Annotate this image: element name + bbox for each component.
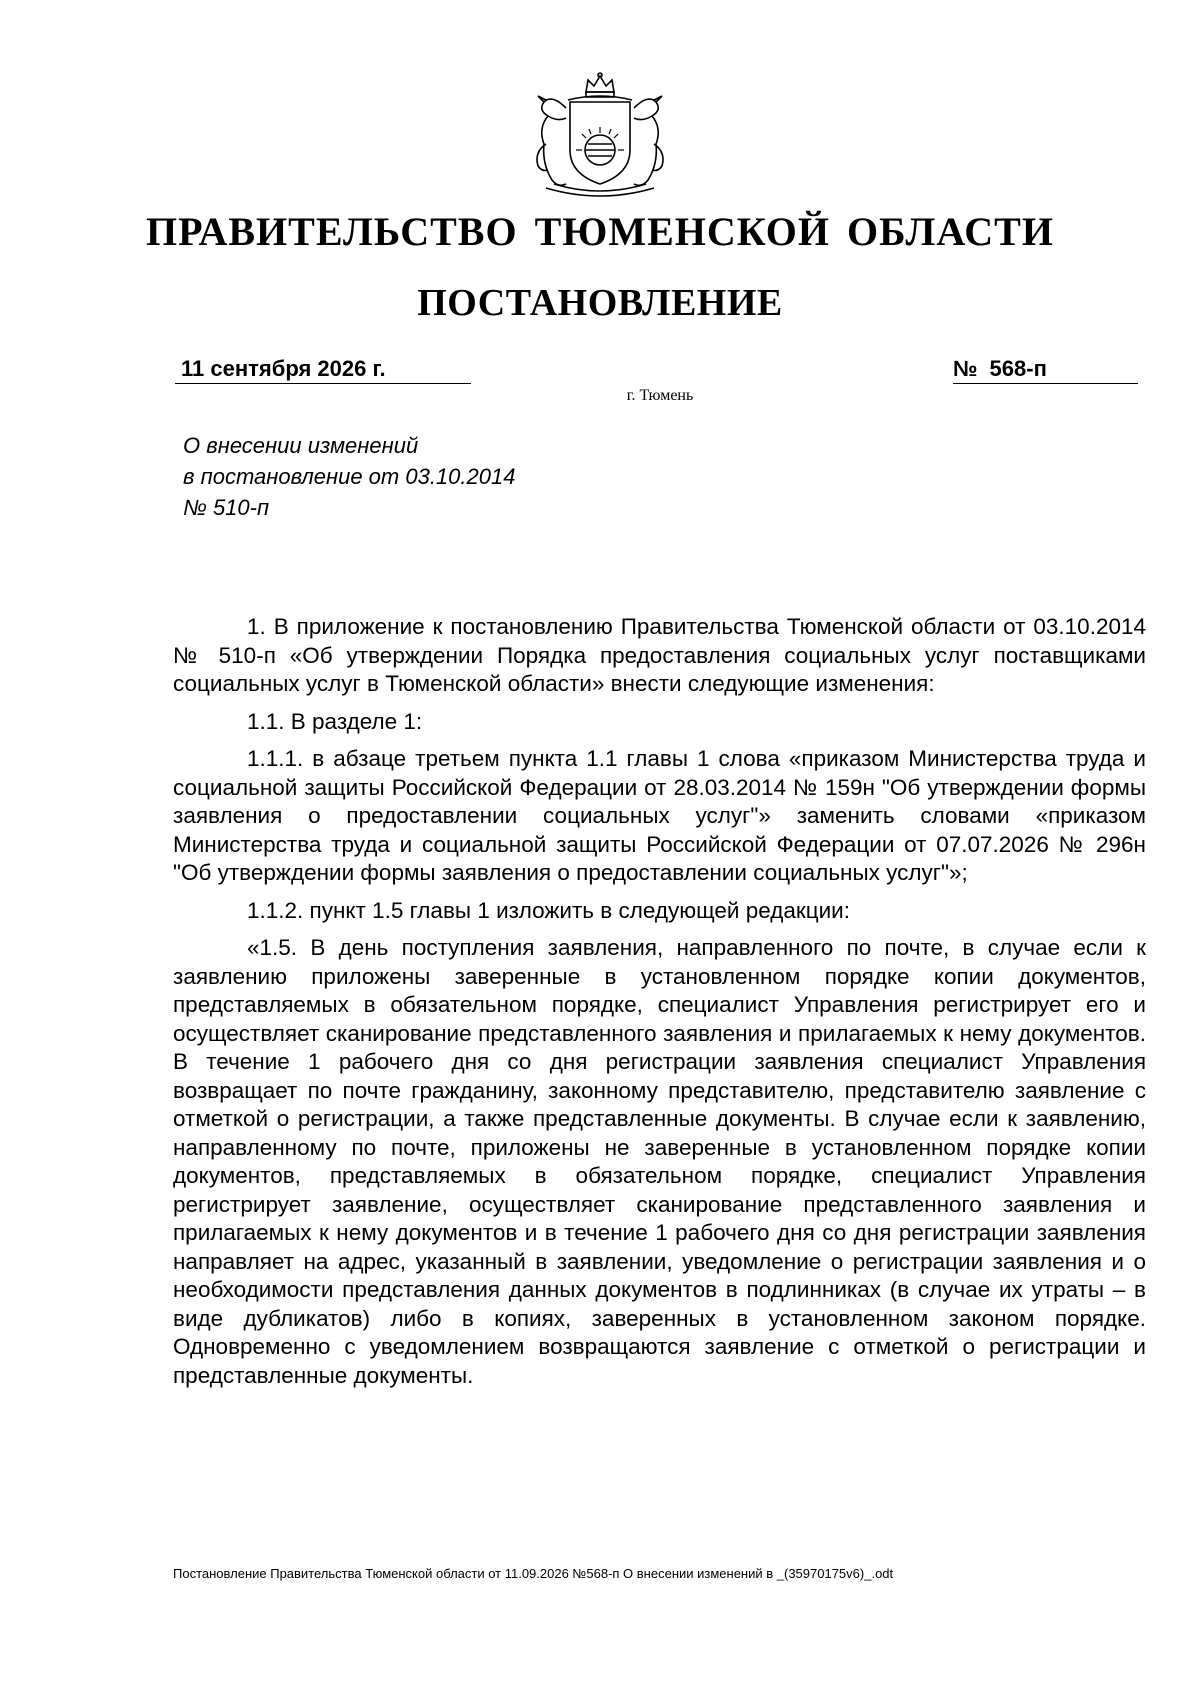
paragraph: 1.1.1. в абзаце третьем пункта 1.1 главы 1 слова «приказом Министерства труда и социальной защиты Российской Федерации от 28.03.2014 № 159н "Об утверждении формы заявления о предоставлении социальных услуг"» заменить словами «приказом Министерства труда и социальной защиты Российской Федерации от 07.07.2026 № 296н "Об утверждении формы заявления о предоставлении социальных услуг"»; <box>173 746 1146 885</box>
document-body <box>173 613 1146 1399</box>
number-sign: № <box>953 356 978 381</box>
subject-line: О внесении изменений <box>183 433 419 458</box>
paragraph: 1.1. В разделе 1: <box>247 708 423 734</box>
government-name: ПРАВИТЕЛЬСТВО ТЮМЕНСКОЙ ОБЛАСТИ <box>146 209 1054 254</box>
city-label: г. Тюмень <box>626 387 694 404</box>
subject-line: в постановление от 03.10.2014 <box>183 464 516 489</box>
subject-line: № 510-п <box>183 495 270 520</box>
document-subject <box>183 430 703 523</box>
number-value: 568-п <box>989 356 1047 381</box>
document-date: 11 сентября 2026 г. <box>175 355 471 384</box>
coat-of-arms-icon <box>508 72 692 202</box>
paragraph: 1.1.2. пункт 1.5 главы 1 изложить в следующей редакции: <box>247 897 850 923</box>
paragraph: 1. В приложение к постановлению Правительства Тюменской области от 03.10.2014 № 510-п «Об утверждении Порядка предоставления социальных услуг поставщиками социальных услуг в Тюменской области» внести следующие изменения: <box>173 614 1146 696</box>
document-type: ПОСТАНОВЛЕНИЕ <box>417 282 783 324</box>
footer-filename: Постановление Правительства Тюменской области от 11.09.2026 №568-п О внесении изменений в _(35970175v6)_.odt <box>173 1566 894 1581</box>
paragraph: «1.5. В день поступления заявления, направленного по почте, в случае если к заявлению приложены заверенные в установленном порядке копии документов, представляемых в обязательном порядке, специалист Управления регистрирует его и осуществляет сканирование представленного заявления и прилагаемых к нему документов. В течение 1 рабочего дня со дня регистрации заявления специалист Управления возвращает по почте гражданину, законному представителю, представителю заявление с отметкой о регистрации, а также представленные документы. В случае если к заявлению, направленному по почте, приложены не заверенные в установленном порядке копии документов, представляемых в обязательном порядке, специалист Управления регистрирует заявление, осуществляет сканирование представленного заявления и прилагаемых к нему документов и в течение 1 рабочего дня со дня регистрации заявления направляет на адрес, указанный в заявлении, уведомление о регистрации заявления и о необходимости представления данных документов в подлинниках (в случае их утраты – в виде дубликатов) либо в копиях, заверенных в установленном законом порядке. Одновременно с уведомлением возвращаются заявление с отметкой о регистрации и представленные документы. <box>173 935 1146 1388</box>
document-number <box>953 355 1138 384</box>
